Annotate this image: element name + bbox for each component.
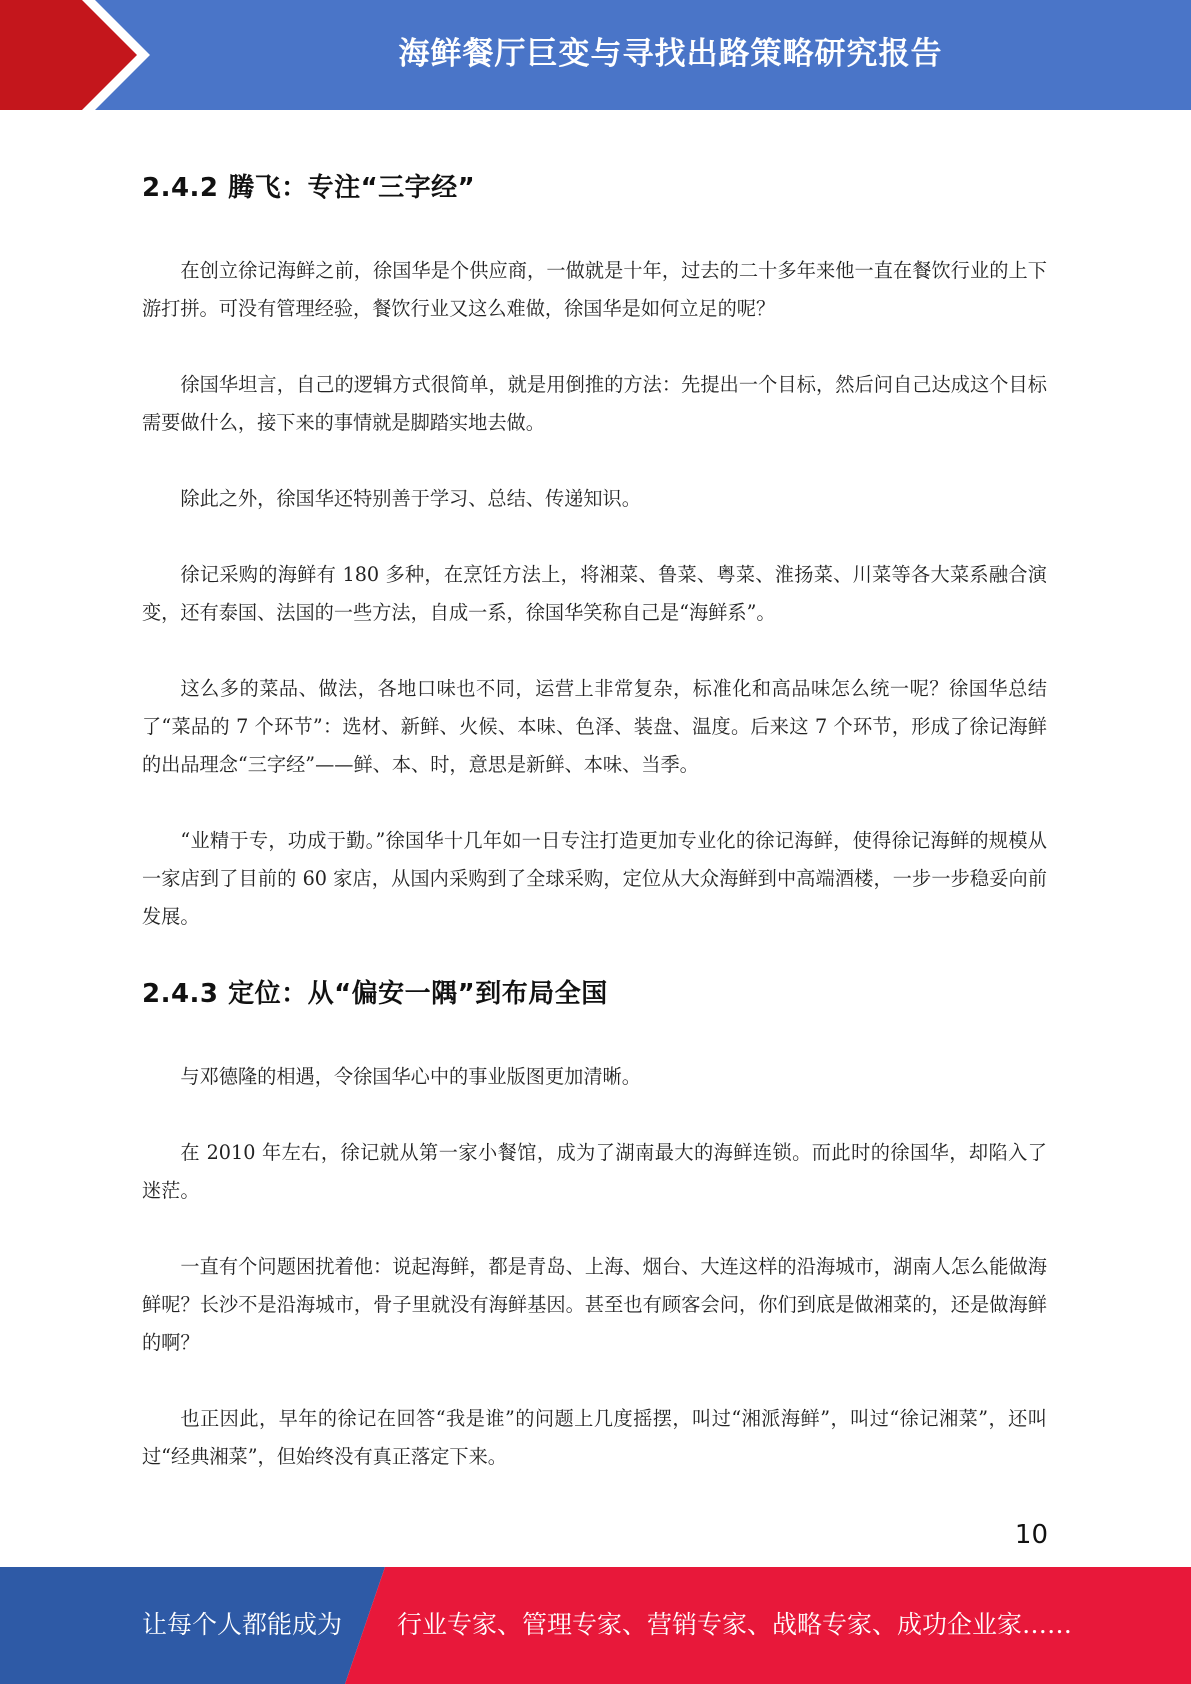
page-content: [142, 160, 1047, 1476]
page-number: 10: [1014, 1520, 1048, 1550]
footer-slogan-right: 行业专家、管理专家、营销专家、战略专家、成功企业家……: [397, 1610, 1073, 1639]
paragraph: 徐国华坦言，自己的逻辑方式很简单，就是用倒推的方法：先提出一个目标，然后问自己达成这个目标需要做什么，接下来的事情就是脚踏实地去做。: [142, 373, 1047, 434]
section-heading: 2.4.2 腾飞：专注“三字经”: [142, 173, 476, 203]
page-footer: [0, 1567, 1191, 1684]
paragraph: 也正因此，早年的徐记在回答“我是谁”的问题上几度摇摆，叫过“湘派海鲜”，叫过“徐记湘菜”，还叫过“经典湘菜”，但始终没有真正落定下来。: [142, 1407, 1047, 1468]
paragraph: 徐记采购的海鲜有 180 多种，在烹饪方法上，将湘菜、鲁菜、粤菜、淮扬菜、川菜等各大菜系融合演变，还有泰国、法国的一些方法，自成一系，徐国华笑称自己是“海鲜系”。: [142, 563, 1047, 624]
section-heading: 2.4.3 定位：从“偏安一隅”到布局全国: [142, 979, 608, 1009]
paragraph: “业精于专，功成于勤。”徐国华十几年如一日专注打造更加专业化的徐记海鲜，使得徐记海鲜的规模从一家店到了目前的 60 家店，从国内采购到了全球采购，定位从大众海鲜到中高端酒楼，一步一步稳妥向前发展。: [142, 829, 1047, 928]
paragraph: 这么多的菜品、做法，各地口味也不同，运营上非常复杂，标准化和高品味怎么统一呢？徐国华总结了“菜品的 7 个环节”：选材、新鲜、火候、本味、色泽、装盘、温度。后来这 7 个环节，形成了徐记海鲜的出品理念“三字经”——鲜、本、时，意思是新鲜、本味、当季。: [142, 677, 1047, 776]
page-header: [0, 0, 1191, 110]
report-title: 海鲜餐厅巨变与寻找出路策略研究报告: [398, 36, 943, 72]
paragraph: 与邓德隆的相遇，令徐国华心中的事业版图更加清晰。: [180, 1065, 641, 1088]
footer-slogan-left: 让每个人都能成为: [142, 1610, 343, 1639]
paragraph: 一直有个问题困扰着他：说起海鲜，都是青岛、上海、烟台、大连这样的沿海城市，湖南人怎么能做海鲜呢？长沙不是沿海城市，骨子里就没有海鲜基因。甚至也有顾客会问，你们到底是做湘菜的，还是做海鲜的啊？: [142, 1255, 1047, 1354]
paragraph: 在 2010 年左右，徐记就从第一家小餐馆，成为了湖南最大的海鲜连锁。而此时的徐国华，却陷入了迷茫。: [142, 1141, 1047, 1202]
paragraph: 除此之外，徐国华还特别善于学习、总结、传递知识。: [180, 487, 641, 510]
paragraph: 在创立徐记海鲜之前，徐国华是个供应商，一做就是十年，过去的二十多年来他一直在餐饮行业的上下游打拼。可没有管理经验，餐饮行业又这么难做，徐国华是如何立足的呢？: [142, 259, 1047, 320]
